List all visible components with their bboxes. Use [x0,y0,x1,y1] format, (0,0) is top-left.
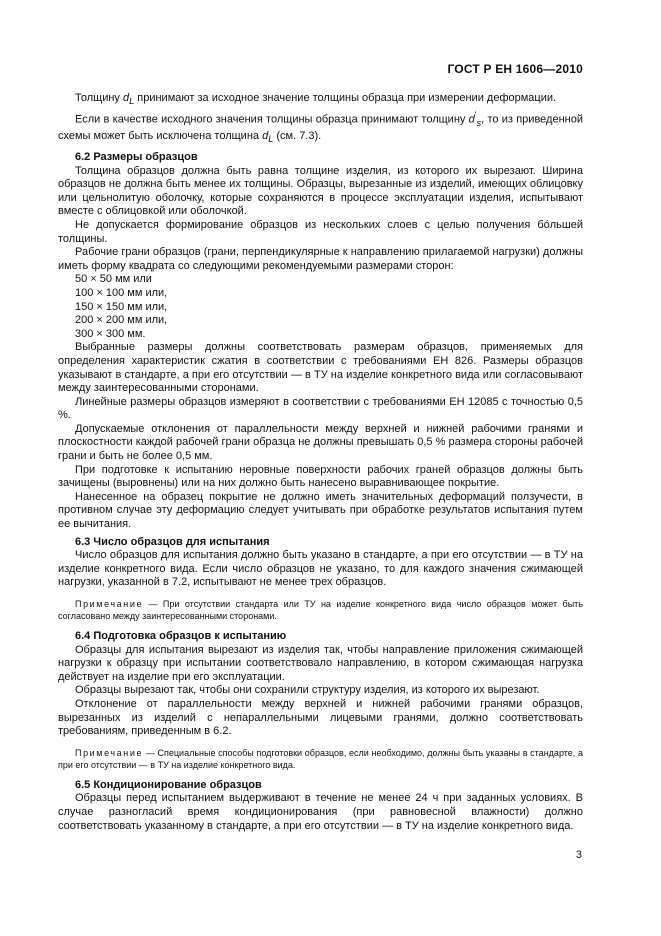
list-item: 50 × 50 мм или [75,273,152,286]
list-item: 300 × 300 мм. [75,327,146,340]
variable-d: d [262,130,269,143]
text-run: , то из приведенной схемы может быть исключена толщина [58,113,583,143]
paragraph: Образцы вырезают так, чтобы они сохранили структуру изделия, из которого их вырезают. [75,684,540,697]
variable-d: d [122,92,130,104]
paragraph: Образцы для испытания вырезают из изделия так, чтобы направление приложения сжимающей нагрузки к образцу при испытании соответствовало направлению, в котором сжимающая нагрузка действует на изделие при его эксплуатации. [58,643,583,683]
paragraph: Линейные размеры образцов измеряют в соответствии с требованиями ЕН 12085 с точностью 0,5 %. [58,395,583,422]
document-header: ГОСТ Р ЕН 1606—2010 [447,62,583,76]
list-item: 150 × 150 мм или, [75,300,168,313]
list-item: 200 × 200 мм или, [75,314,168,327]
subscript-text: L [129,96,135,107]
prime-mark: ' [474,109,477,120]
section-heading-6-3: 6.3 Число образцов для испытания [75,535,270,548]
section-heading-6-4: 6.4 Подготовка образцов к испытанию [75,630,287,642]
document-body [58,92,583,833]
text-run: Если в качестве исходного значения толщины образца принимают толщину [75,113,469,126]
paragraph: При подготовке к испытанию неровные поверхности рабочих граней образцов должны быть зачищены (выровнены) или на них должно быть нанесено выравнивающее покрытие. [58,463,583,490]
section-heading-6-2: 6.2 Размеры образцов [75,151,198,163]
paragraph [58,109,583,147]
paragraph: Выбранные размеры должны соответствовать размерам образцов, применяемых для определения характеристик сжатия в соответствии с требованиями ЕН 826. Размеры образцов указывают в стандарте, а при его отсутствии — в ТУ на изделие конкретного вида или согласовывают между заинтересованными сторонами. [58,341,583,395]
text-run: Толщину [75,92,123,104]
paragraph [58,92,583,109]
paragraph: Нанесенное на образец покрытие не должно иметь значительных деформаций ползучести, в противном случае эту деформацию следует учитывать при обработке результатов испытания путем ее вычитания. [58,490,583,531]
paragraph: Рабочие грани образцов (грани, перпендикулярные к направлению прилагаемой нагрузки) должны иметь форму квадрата со следующими рекомендуемыми размерами сторон: [58,246,583,272]
note-label: Примечание [75,599,144,609]
text-run: принимают за исходное значение толщины образца при измерении деформации. [134,92,557,104]
list-item: 100 × 100 мм или, [75,286,168,299]
subscript-text: s [476,117,482,128]
paragraph: Образцы перед испытанием выдерживают в течение не менее 24 ч при заданных условиях. В случае разногласий время кондиционирования (при равновесной влажности) должно соответствовать указанному в стандарте, а при его отсутствии — в ТУ на изделие конкретного вида. [58,792,583,832]
paragraph: Число образцов для испытания должно быть указано в стандарте, а при его отсутствии — в ТУ на изделие конкретного вида. Если число образцов не указано, то для каждого значения сжимающей нагрузки, указанной в 7.2, испытывают не менее трех образцов. [58,549,583,589]
text-run: (см. 7.3). [273,130,322,143]
variable-d: d [468,113,475,126]
size-list [58,273,583,341]
paragraph: Допускаемые отклонения от параллельности между верхней и нижней рабочими гранями и плоскостности каждой рабочей грани образца не должны превышать 0,5 % размера стороны рабочей грани и быть не более 0,5 мм. [58,422,583,463]
page-number: 3 [575,849,582,861]
note-text: — Специальные способы подготовки образцов, если необходимо, должны быть указаны в стандарте, а при его отсутствии — в ТУ на изделие конкретного вида. [58,747,583,770]
note [58,747,583,771]
paragraph: Не допускается формирование образцов из нескольких слоев с целью получения бóльшей толщины. [58,218,583,245]
paragraph: Толщина образцов должна быть равна толщине изделия, из которого их вырезают. Ширина образцов не должна быть менее их толщины. Образцы, вырезанные из изделий, имеющих облицовку или цельнолитую оболочку, которые сохраняются в процессе эксплуатации изделия, испытывают вместе с облицовкой или оболочкой. [58,164,583,218]
note [58,598,583,622]
subscript-text: L [268,134,274,145]
paragraph: Отклонение от параллельности между верхней и нижней рабочими гранями образцов, вырезанных из изделий с непараллельными лицевыми гранями, должно соответствовать требованиям, приведенным в 6.2. [58,697,583,738]
section-heading-6-5: 6.5 Кондиционирование образцов [75,778,262,791]
note-text: — При отсутствии стандарта или ТУ на изделие конкретного вида число образцов может быть согласовано между заинтересованными сторонами. [58,599,583,621]
note-label: Примечание [75,747,144,758]
